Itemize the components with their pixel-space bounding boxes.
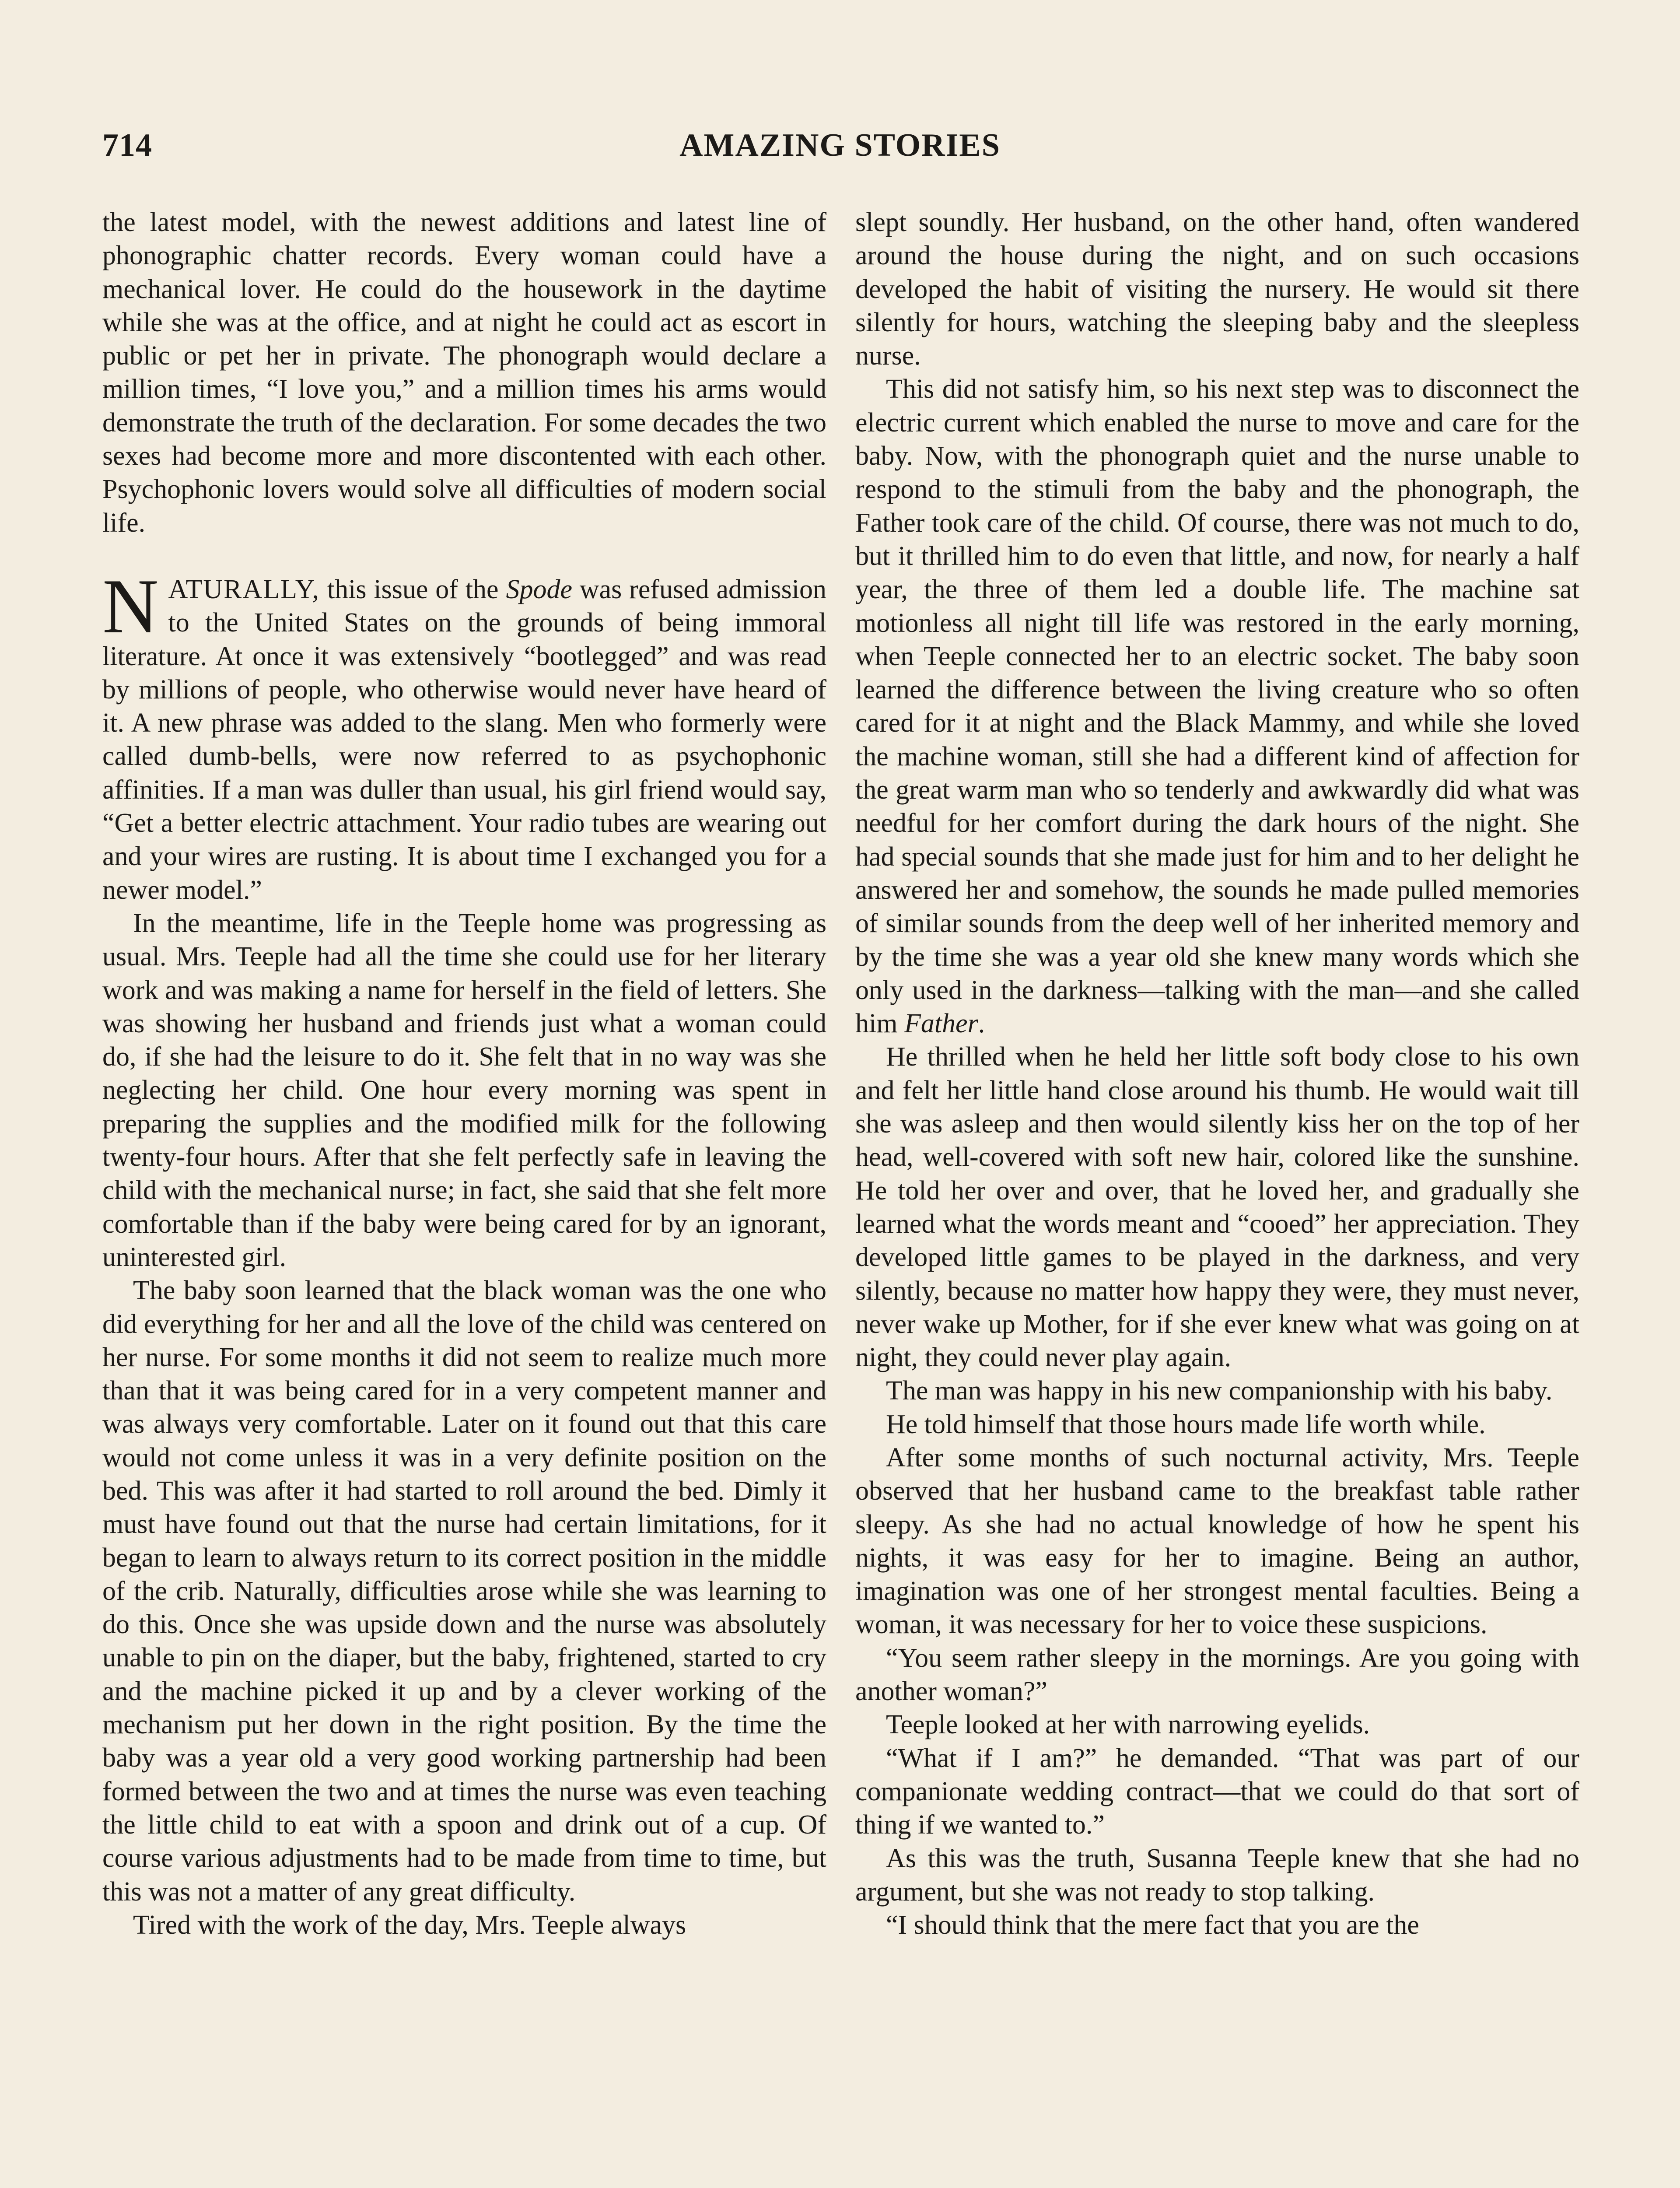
paragraph-drop-cap [102,562,826,907]
italic-text: Father [904,1009,978,1039]
right-column [855,206,1579,1942]
paragraph-text: this issue of the [320,574,506,604]
left-column [102,206,826,1942]
drop-cap: N [102,562,159,649]
paragraph: As this was the truth, Susanna Teeple knew that she had no argument, but she was not ready to stop talking. [855,1843,1579,1907]
paragraph: the latest model, with the newest additions and latest line of phonographic chatter records. Every woman could have a mechanical lover. He could do the housework in the daytime while she was at the office, and at night he could act as escort in public or pet her in private. The phonograph would declare a million times, “I love you,” and a million times his arms would demonstrate the truth of the declaration. For some decades the two sexes had become more and more discontented with each other. Psychophonic lovers would solve all difficulties of modern social life. [102,207,826,538]
paragraph: “I should think that the mere fact that you are the [886,1910,1419,1940]
paragraph: The man was happy in his new companionship with his baby. [886,1376,1553,1406]
paragraph: The baby soon learned that the black woman was the one who did everything for her and all the love of the child was centered on her nurse. For some months it did not seem to realize much more than that it was being cared for in a very competent manner and was always very comfortable. Later on it found out that this care would not come unless it was in a very definite position on the bed. This was after it had started to roll around the bed. Dimly it must have found out that the nurse had certain limitations, for it began to learn to always return to its correct position in the middle of the crib. Naturally, difficulties arose while she was learning to do this. Once she was upside down and the nurse was absolutely unable to pin on the diaper, but the baby, frightened, started to cry and the machine picked it up and by a clever working of the mechanism put her down in the right position. By the time the baby was a year old a very good working partnership had been formed between the two and at times the nurse was even teaching the little child to eat with a spoon and drink out of a cup. Of course various adjustments had to be made from time to time, but this was not a matter of any great difficulty. [102,1276,826,1907]
paragraph: slept soundly. Her husband, on the other hand, often wandered around the house during the night, and on such occasions developed the habit of visiting the nursery. He would sit there silently for hours, watching the sleeping baby and the sleepless nurse. [855,207,1579,371]
paragraph: He thrilled when he held her little soft body close to his own and felt her little hand close around his thumb. He would wait till she was asleep and then would silently kiss her on the top of her head, well-covered with soft new hair, colored like the sunshine. He told her over and over, that he loved her, and gradually she learned what the words meant and “cooed” her appreciation. They developed little games to be played in the darkness, and very silently, because no matter how happy they were, they must never, never wake up Mother, for if she ever knew what was going on at night, they could never play again. [855,1042,1579,1373]
paragraph: Tired with the work of the day, Mrs. Teeple always [133,1910,686,1940]
paragraph: He told himself that those hours made life worth while. [886,1409,1486,1439]
lead-in: ATURALLY, [168,574,320,604]
paragraph-text: was refused admission to the United States on the grounds of being immoral literature. At once it was extensively “bootlegged” and was read by millions of people, who otherwise would never have heard of it. A new phrase was added to the slang. Men who formerly were called dumb-bells, were now referred to as psychophonic affinities. If a man was duller than usual, his girl friend would say, “Get a better electric attachment. Your radio tubes are wearing out and your wires are rusting. It is about time I exchanged you for a newer model.” [102,574,826,905]
paragraph: “What if I am?” he demanded. “That was part of our companionate wedding contract—that we could do that sort of thing if we wanted to.” [855,1743,1579,1840]
italic-text: Spode [506,574,572,604]
paragraph-text: This did not satisfy him, so his next step was to disconnect the electric current which enabled the nurse to move and care for the baby. Now, with the phonograph quiet and the nurse unable to respond to the stimuli from the baby and the phonograph, the Father took care of the child. Of course, there was not much to do, but it thrilled him to do even that little, and now, for nearly a half year, the three of them led a double life. The machine sat motionless all night till life was restored in the early morning, when Teeple connected her to an electric socket. The baby soon learned the difference between the living creature who so often cared for it at night and the Black Mammy, and while she loved the machine woman, still she had a different kind of affection for the great warm man who so tenderly and awkwardly did what was needful for her comfort during the dark hours of the night. She had special sounds that she made just for him and to her delight he answered her and somehow, the sounds he made pulled memories of similar sounds from the deep well of her inherited memory and by the time she was a year old she knew many words which she only used in the darkness—talking with the man—and she called him [855,374,1579,1039]
paragraph [855,372,1579,1040]
paragraph: “You seem rather sleepy in the mornings. Are you going with another woman?” [855,1643,1579,1707]
paragraph: Teeple looked at her with narrowing eyelids. [886,1710,1370,1740]
paragraph: In the meantime, life in the Teeple home was progressing as usual. Mrs. Teeple had all the time she could use for her literary work and was making a name for herself in the field of letters. She was showing her husband and friends just what a woman could do, if she had the leisure to do it. She felt that in no way was she neglecting her child. One hour every morning was spent in preparing the supplies and the modified milk for the following twenty-four hours. After that she felt perfectly safe in leaving the child with the mechanical nurse; in fact, she said that she felt more comfortable than if the baby were being cared for by an ignorant, uninterested girl. [102,908,826,1272]
running-title: AMAZING STORIES [679,127,1001,163]
paragraph-text: . [978,1009,985,1039]
paragraph: After some months of such nocturnal activity, Mrs. Teeple observed that her husband came to the breakfast table rather sleepy. As she had no actual knowledge of how he spent his nights, it was easy for her to imagine. Being an author, imagination was one of her strongest mental faculties. Being a woman, it was necessary for her to voice these suspicions. [855,1442,1579,1640]
page-number: 714 [102,127,152,163]
